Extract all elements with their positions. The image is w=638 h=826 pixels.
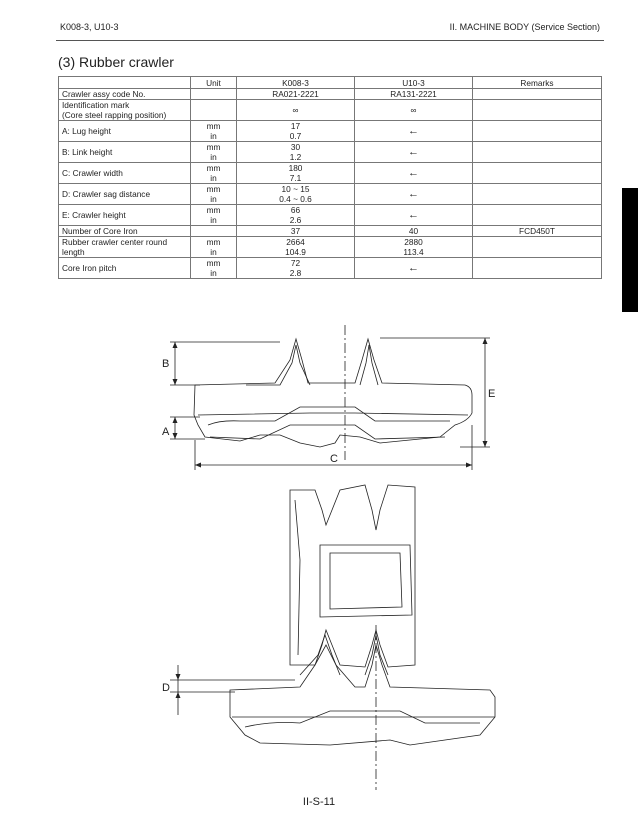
row-k008-secondary: 2.8 xyxy=(289,268,302,278)
row-item: E: Crawler height xyxy=(59,205,191,226)
dim-label-b: B xyxy=(162,358,170,370)
crawler-bottom-outline xyxy=(230,645,495,745)
row-item: A: Lug height xyxy=(59,121,191,142)
row-k008-primary: 17 xyxy=(290,121,301,131)
row-k008-secondary: 2.6 xyxy=(289,215,302,225)
row-u10: ∞ xyxy=(355,100,473,121)
row-unit-secondary: in xyxy=(210,152,217,162)
row-remarks xyxy=(473,89,602,100)
row-unit xyxy=(191,89,237,100)
row-u10-primary: 2880 xyxy=(404,237,423,247)
row-k008-secondary: 0.7 xyxy=(289,131,302,141)
row-u10: ← xyxy=(355,258,473,279)
row-k008 xyxy=(237,163,355,184)
rubber-crawler-diagram xyxy=(150,325,500,790)
row-remarks xyxy=(473,163,602,184)
row-item: B: Link height xyxy=(59,142,191,163)
section-tab-marker xyxy=(622,188,638,312)
row-unit-primary: mm xyxy=(206,163,221,173)
row-unit xyxy=(191,184,237,205)
section-title: (3) Rubber crawler xyxy=(58,54,174,70)
dim-label-c: C xyxy=(330,453,338,465)
table-row xyxy=(59,121,602,142)
row-unit-primary: mm xyxy=(206,184,221,194)
row-k008-secondary: 0.4 ~ 0.6 xyxy=(279,194,312,204)
row-item: C: Crawler width xyxy=(59,163,191,184)
col-remarks: Remarks xyxy=(473,77,602,89)
col-unit: Unit xyxy=(191,77,237,89)
row-item: Number of Core Iron xyxy=(59,226,191,237)
row-remarks xyxy=(473,121,602,142)
dim-label-e: E xyxy=(488,388,496,400)
row-unit xyxy=(191,100,237,121)
row-unit xyxy=(191,163,237,184)
header-model: K008-3, U10-3 xyxy=(60,22,119,32)
table-row xyxy=(59,100,602,121)
table-row xyxy=(59,142,602,163)
row-unit xyxy=(191,226,237,237)
table-row xyxy=(59,163,602,184)
row-u10: RA131-2221 xyxy=(355,89,473,100)
row-u10: ← xyxy=(355,184,473,205)
row-k008 xyxy=(237,121,355,142)
table-row xyxy=(59,184,602,205)
row-remarks xyxy=(473,100,602,121)
row-item: Crawler assy code No. xyxy=(59,89,191,100)
row-remarks xyxy=(473,237,602,258)
row-k008: 37 xyxy=(237,226,355,237)
row-k008 xyxy=(237,205,355,226)
row-u10: ← xyxy=(355,142,473,163)
row-unit-secondary: in xyxy=(210,215,217,225)
row-unit xyxy=(191,205,237,226)
row-k008: ∞ xyxy=(237,100,355,121)
row-u10-secondary: 113.4 xyxy=(403,247,424,257)
row-k008 xyxy=(237,258,355,279)
row-item: Rubber crawler center round length xyxy=(59,237,191,258)
row-u10 xyxy=(355,237,473,258)
row-remarks xyxy=(473,258,602,279)
row-remarks xyxy=(473,184,602,205)
row-unit-secondary: in xyxy=(210,247,217,257)
table-row xyxy=(59,258,602,279)
row-unit-primary: mm xyxy=(206,121,221,131)
row-k008-secondary: 104.9 xyxy=(285,247,306,257)
row-unit-primary: mm xyxy=(206,258,221,268)
row-k008: RA021-2221 xyxy=(237,89,355,100)
row-u10: ← xyxy=(355,163,473,184)
row-k008-primary: 180 xyxy=(288,163,303,173)
row-unit xyxy=(191,142,237,163)
col-u10: U10-3 xyxy=(355,77,473,89)
row-unit-primary: mm xyxy=(206,237,221,247)
row-k008 xyxy=(237,237,355,258)
row-k008-primary: 66 xyxy=(290,205,301,215)
crawler-top-outline xyxy=(194,339,472,447)
row-k008-primary: 2664 xyxy=(286,237,305,247)
row-k008-primary: 72 xyxy=(290,258,301,268)
row-unit xyxy=(191,258,237,279)
table-row xyxy=(59,237,602,258)
row-unit-secondary: in xyxy=(210,173,217,183)
row-unit xyxy=(191,237,237,258)
table-row xyxy=(59,205,602,226)
page-number: II-S-11 xyxy=(302,796,336,808)
row-unit-secondary: in xyxy=(210,131,217,141)
row-k008-secondary: 7.1 xyxy=(289,173,302,183)
row-item: D: Crawler sag distance xyxy=(59,184,191,205)
row-u10: 40 xyxy=(355,226,473,237)
row-unit-secondary: in xyxy=(210,268,217,278)
row-unit-secondary: in xyxy=(210,194,217,204)
table-row xyxy=(59,89,602,100)
row-unit-primary: mm xyxy=(206,142,221,152)
row-unit-primary: mm xyxy=(206,205,221,215)
row-k008-primary: 10 ~ 15 xyxy=(281,184,310,194)
row-item: Core Iron pitch xyxy=(59,258,191,279)
spec-table-header xyxy=(59,77,602,89)
row-item: Identification mark (Core steel rapping position) xyxy=(59,100,191,121)
header-section: II. MACHINE BODY (Service Section) xyxy=(449,22,600,32)
table-row xyxy=(59,226,602,237)
row-k008-primary: 30 xyxy=(290,142,301,152)
col-item xyxy=(59,77,191,89)
sprocket-outline xyxy=(290,485,415,667)
row-remarks xyxy=(473,142,602,163)
col-k008: K008-3 xyxy=(237,77,355,89)
row-unit xyxy=(191,121,237,142)
spec-table xyxy=(58,76,602,279)
row-u10: ← xyxy=(355,121,473,142)
row-k008 xyxy=(237,184,355,205)
row-k008-secondary: 1.2 xyxy=(289,152,302,162)
row-remarks: FCD450T xyxy=(473,226,602,237)
row-u10: ← xyxy=(355,205,473,226)
dim-label-a: A xyxy=(162,426,170,438)
row-remarks xyxy=(473,205,602,226)
header-rule xyxy=(56,40,604,41)
dim-label-d: D xyxy=(162,682,170,694)
row-k008 xyxy=(237,142,355,163)
